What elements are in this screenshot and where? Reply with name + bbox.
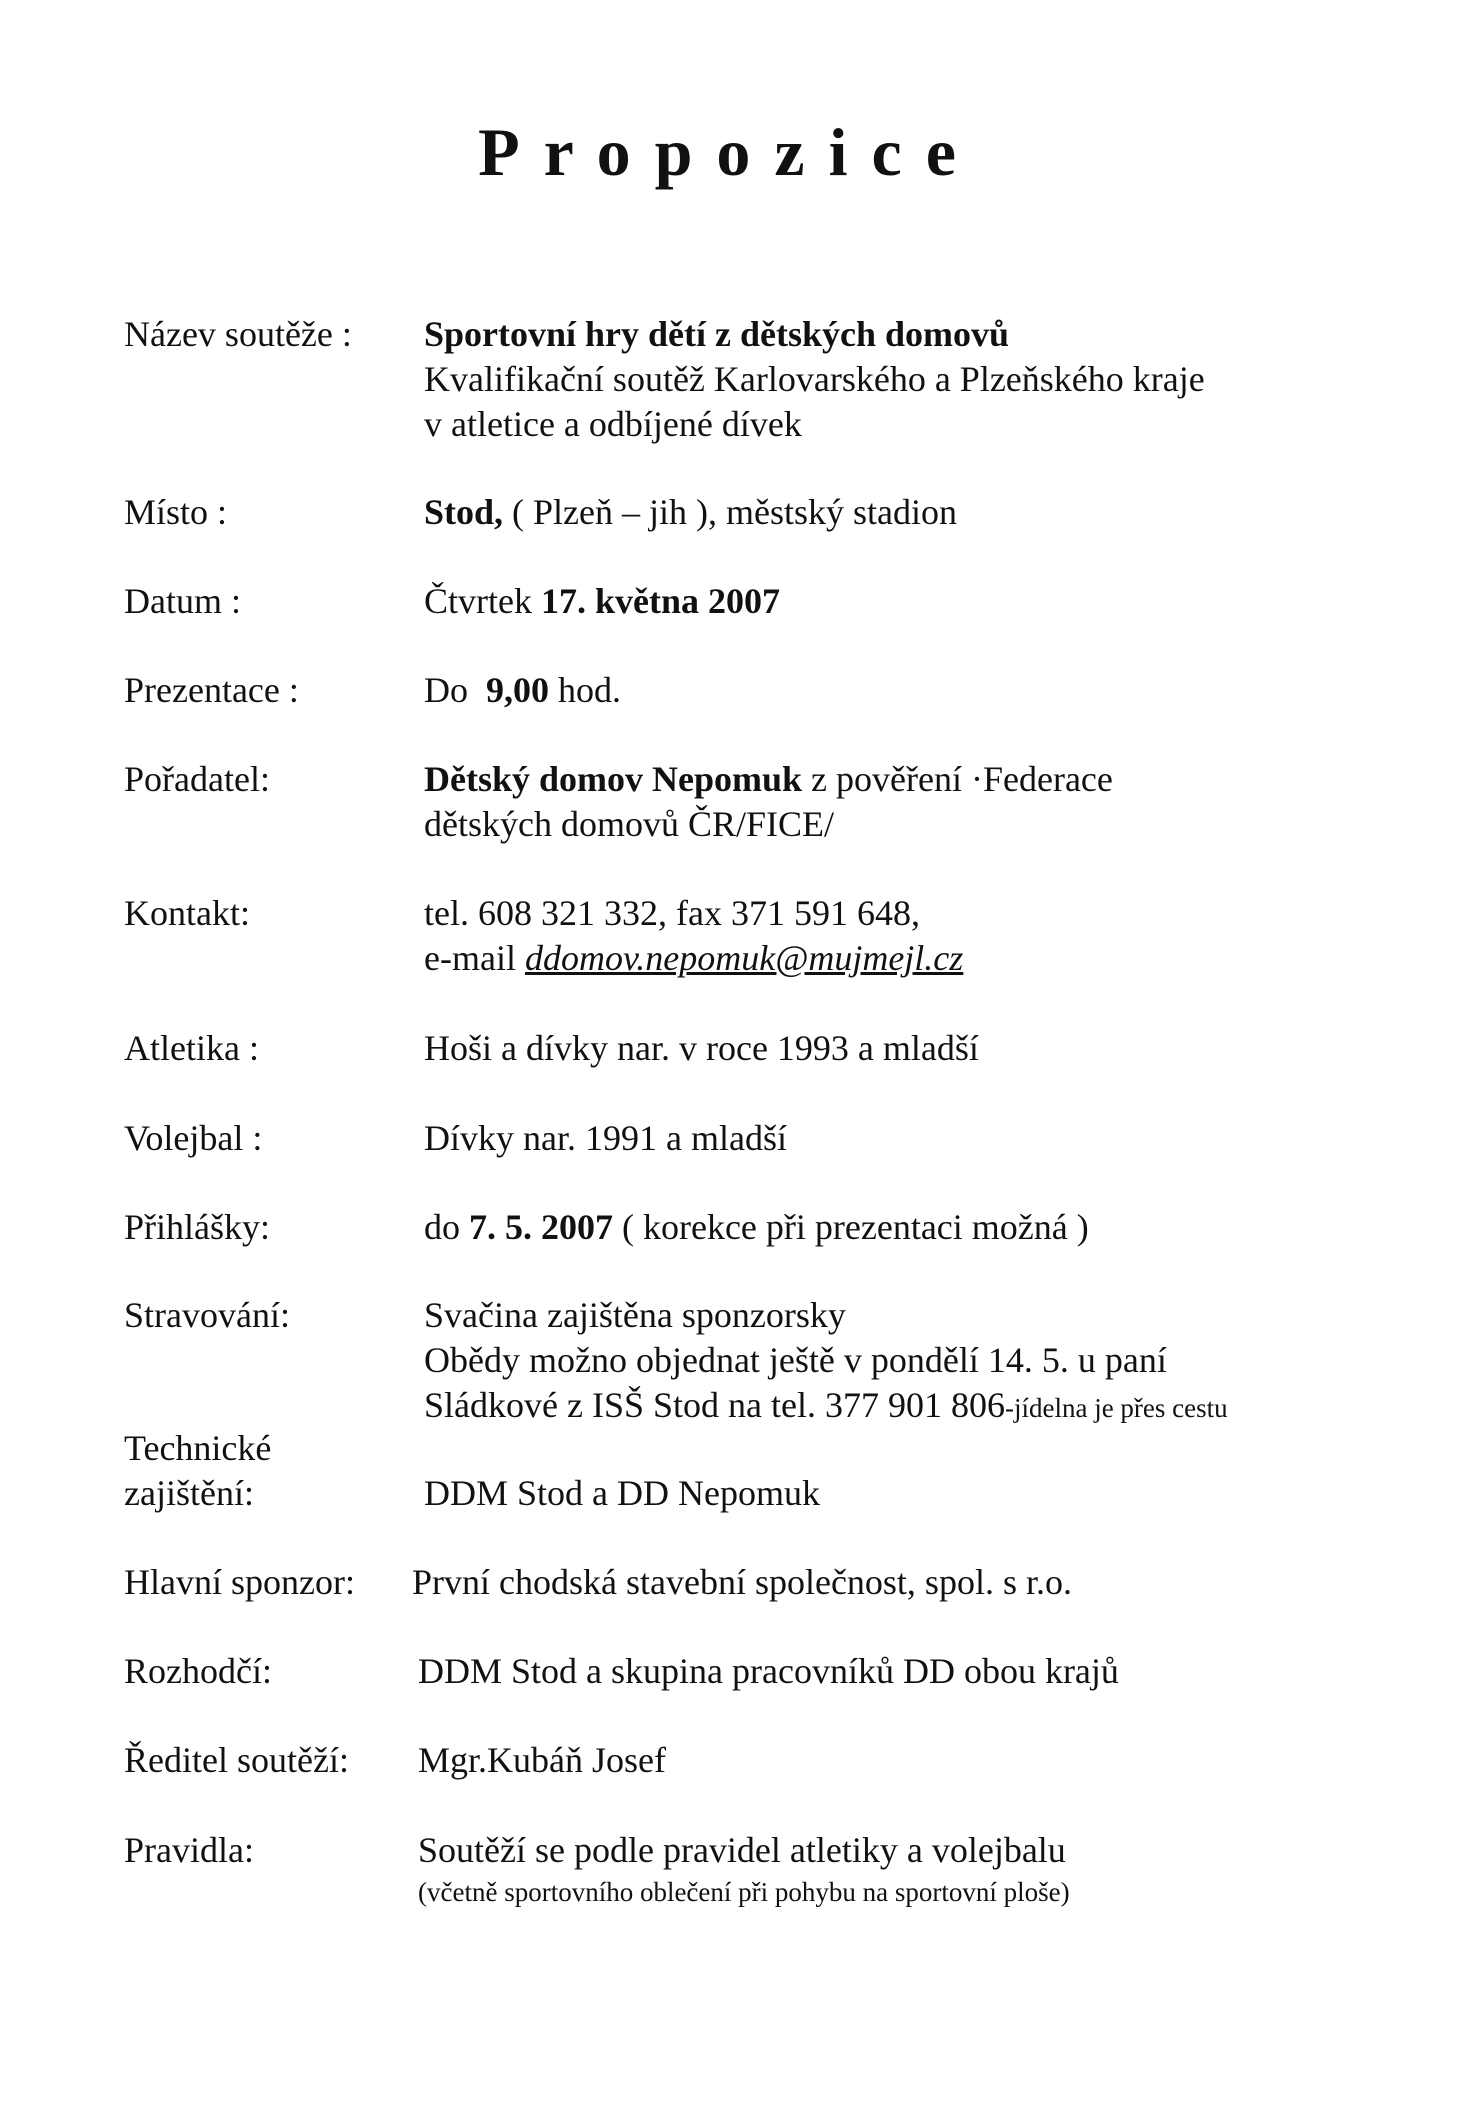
value-volejbal xyxy=(424,1116,1304,1161)
volejbal-text: Dívky nar. 1991 a mladší xyxy=(424,1118,787,1158)
rozhodci-text: DDM Stod a skupina pracovníků DD obou krajů xyxy=(418,1651,1119,1691)
label-technicke-2: zajištění: xyxy=(124,1473,254,1513)
label-rozhodci: Rozhodčí: xyxy=(124,1651,272,1691)
stravovani-line1: Svačina zajištěna sponzorsky xyxy=(424,1295,846,1335)
poradatel-w3: Nepomuk xyxy=(652,759,803,799)
label-technicke-1: Technické xyxy=(124,1428,272,1468)
prezentace-time: 9,00 xyxy=(486,670,549,710)
value-technicke xyxy=(424,1471,1304,1516)
reditel-text: Mgr.Kubáň Josef xyxy=(418,1740,666,1780)
value-prihlasky xyxy=(424,1205,1304,1250)
value-pravidla xyxy=(418,1828,1298,1911)
value-kontakt xyxy=(424,891,1304,981)
value-misto xyxy=(424,490,1304,535)
datum-date: 17. května 2007 xyxy=(540,581,780,621)
value-rozhodci xyxy=(418,1649,1298,1694)
poradatel-w4: z pověření xyxy=(811,759,962,799)
prihlasky-post: ( korekce při prezentaci možná ) xyxy=(613,1207,1089,1247)
label-atletika: Atletika : xyxy=(124,1028,259,1068)
label-volejbal: Volejbal : xyxy=(124,1118,263,1158)
value-reditel xyxy=(418,1738,1298,1783)
label-stravovani: Stravování: xyxy=(124,1295,290,1335)
atletika-text: Hoši a dívky nar. v roce 1993 a mladší xyxy=(424,1028,979,1068)
technicke-text: DDM Stod a DD Nepomuk xyxy=(424,1473,820,1513)
stravovani-note: -jídelna je přes cestu xyxy=(1004,1393,1228,1423)
label-technicke xyxy=(124,1426,271,1516)
label-pravidla: Pravidla: xyxy=(124,1830,254,1870)
label-kontakt: Kontakt: xyxy=(124,893,250,933)
value-prezentace xyxy=(424,668,1304,713)
poradatel-w2: domov xyxy=(539,759,644,799)
sponzor-text: První chodská stavební společnost, spol. s r.o. xyxy=(412,1562,1072,1602)
label-reditel: Ředitel soutěží: xyxy=(124,1740,349,1780)
poradatel-line2: dětských domovů ČR/FICE/ xyxy=(424,804,835,844)
label-prihlasky: Přihlášky: xyxy=(124,1207,271,1247)
competition-name: Sportovní hry dětí z dětských domovů xyxy=(424,314,1010,354)
misto-town: Stod, xyxy=(424,492,504,532)
value-poradatel xyxy=(424,757,1304,847)
value-stravovani xyxy=(424,1293,1304,1431)
label-nazev-souteze: Název soutěže : xyxy=(124,314,352,354)
value-datum xyxy=(424,579,1304,624)
datum-day: Čtvrtek xyxy=(424,581,541,621)
pravidla-line1: Soutěží se podle pravidel atletiky a volejbalu xyxy=(418,1830,1066,1870)
kontakt-phone: tel. 608 321 332, fax 371 591 648, xyxy=(424,893,920,933)
poradatel-w1: Dětský xyxy=(424,759,530,799)
kontakt-email-label: e-mail xyxy=(424,938,525,978)
prihlasky-pre: do xyxy=(424,1207,469,1247)
label-poradatel: Pořadatel: xyxy=(124,759,270,799)
pravidla-line2: (včetně sportovního oblečení při pohybu na sportovní ploše) xyxy=(418,1877,1070,1907)
stravovani-line2: Obědy možno objednat ještě v pondělí 14. 5. u paní xyxy=(424,1340,1167,1380)
value-atletika xyxy=(424,1026,1304,1071)
value-sponzor xyxy=(412,1560,1292,1605)
misto-detail: ( Plzeň – jih ), městský stadion xyxy=(503,492,957,532)
kontakt-email-link[interactable]: ddomov.nepomuk@mujmejl.cz xyxy=(524,938,964,978)
document-title: Propozice xyxy=(478,114,980,190)
competition-subtitle: Kvalifikační soutěž Karlovarského a Plzeňského kraje xyxy=(424,359,1205,399)
prezentace-post: hod. xyxy=(549,670,621,710)
stravovani-line3: Sládkové z ISŠ Stod na tel. 377 901 806 xyxy=(424,1385,1005,1425)
competition-subtitle-2: v atletice a odbíjené dívek xyxy=(424,404,802,444)
label-misto: Místo : xyxy=(124,492,228,532)
prezentace-pre: Do xyxy=(424,670,486,710)
label-prezentace: Prezentace : xyxy=(124,670,299,710)
label-datum: Datum : xyxy=(124,581,241,621)
label-sponzor: Hlavní sponzor: xyxy=(124,1562,355,1602)
prihlasky-date: 7. 5. 2007 xyxy=(469,1207,613,1247)
poradatel-w5: ·Federace xyxy=(970,759,1113,799)
value-nazev-souteze xyxy=(424,312,1304,447)
